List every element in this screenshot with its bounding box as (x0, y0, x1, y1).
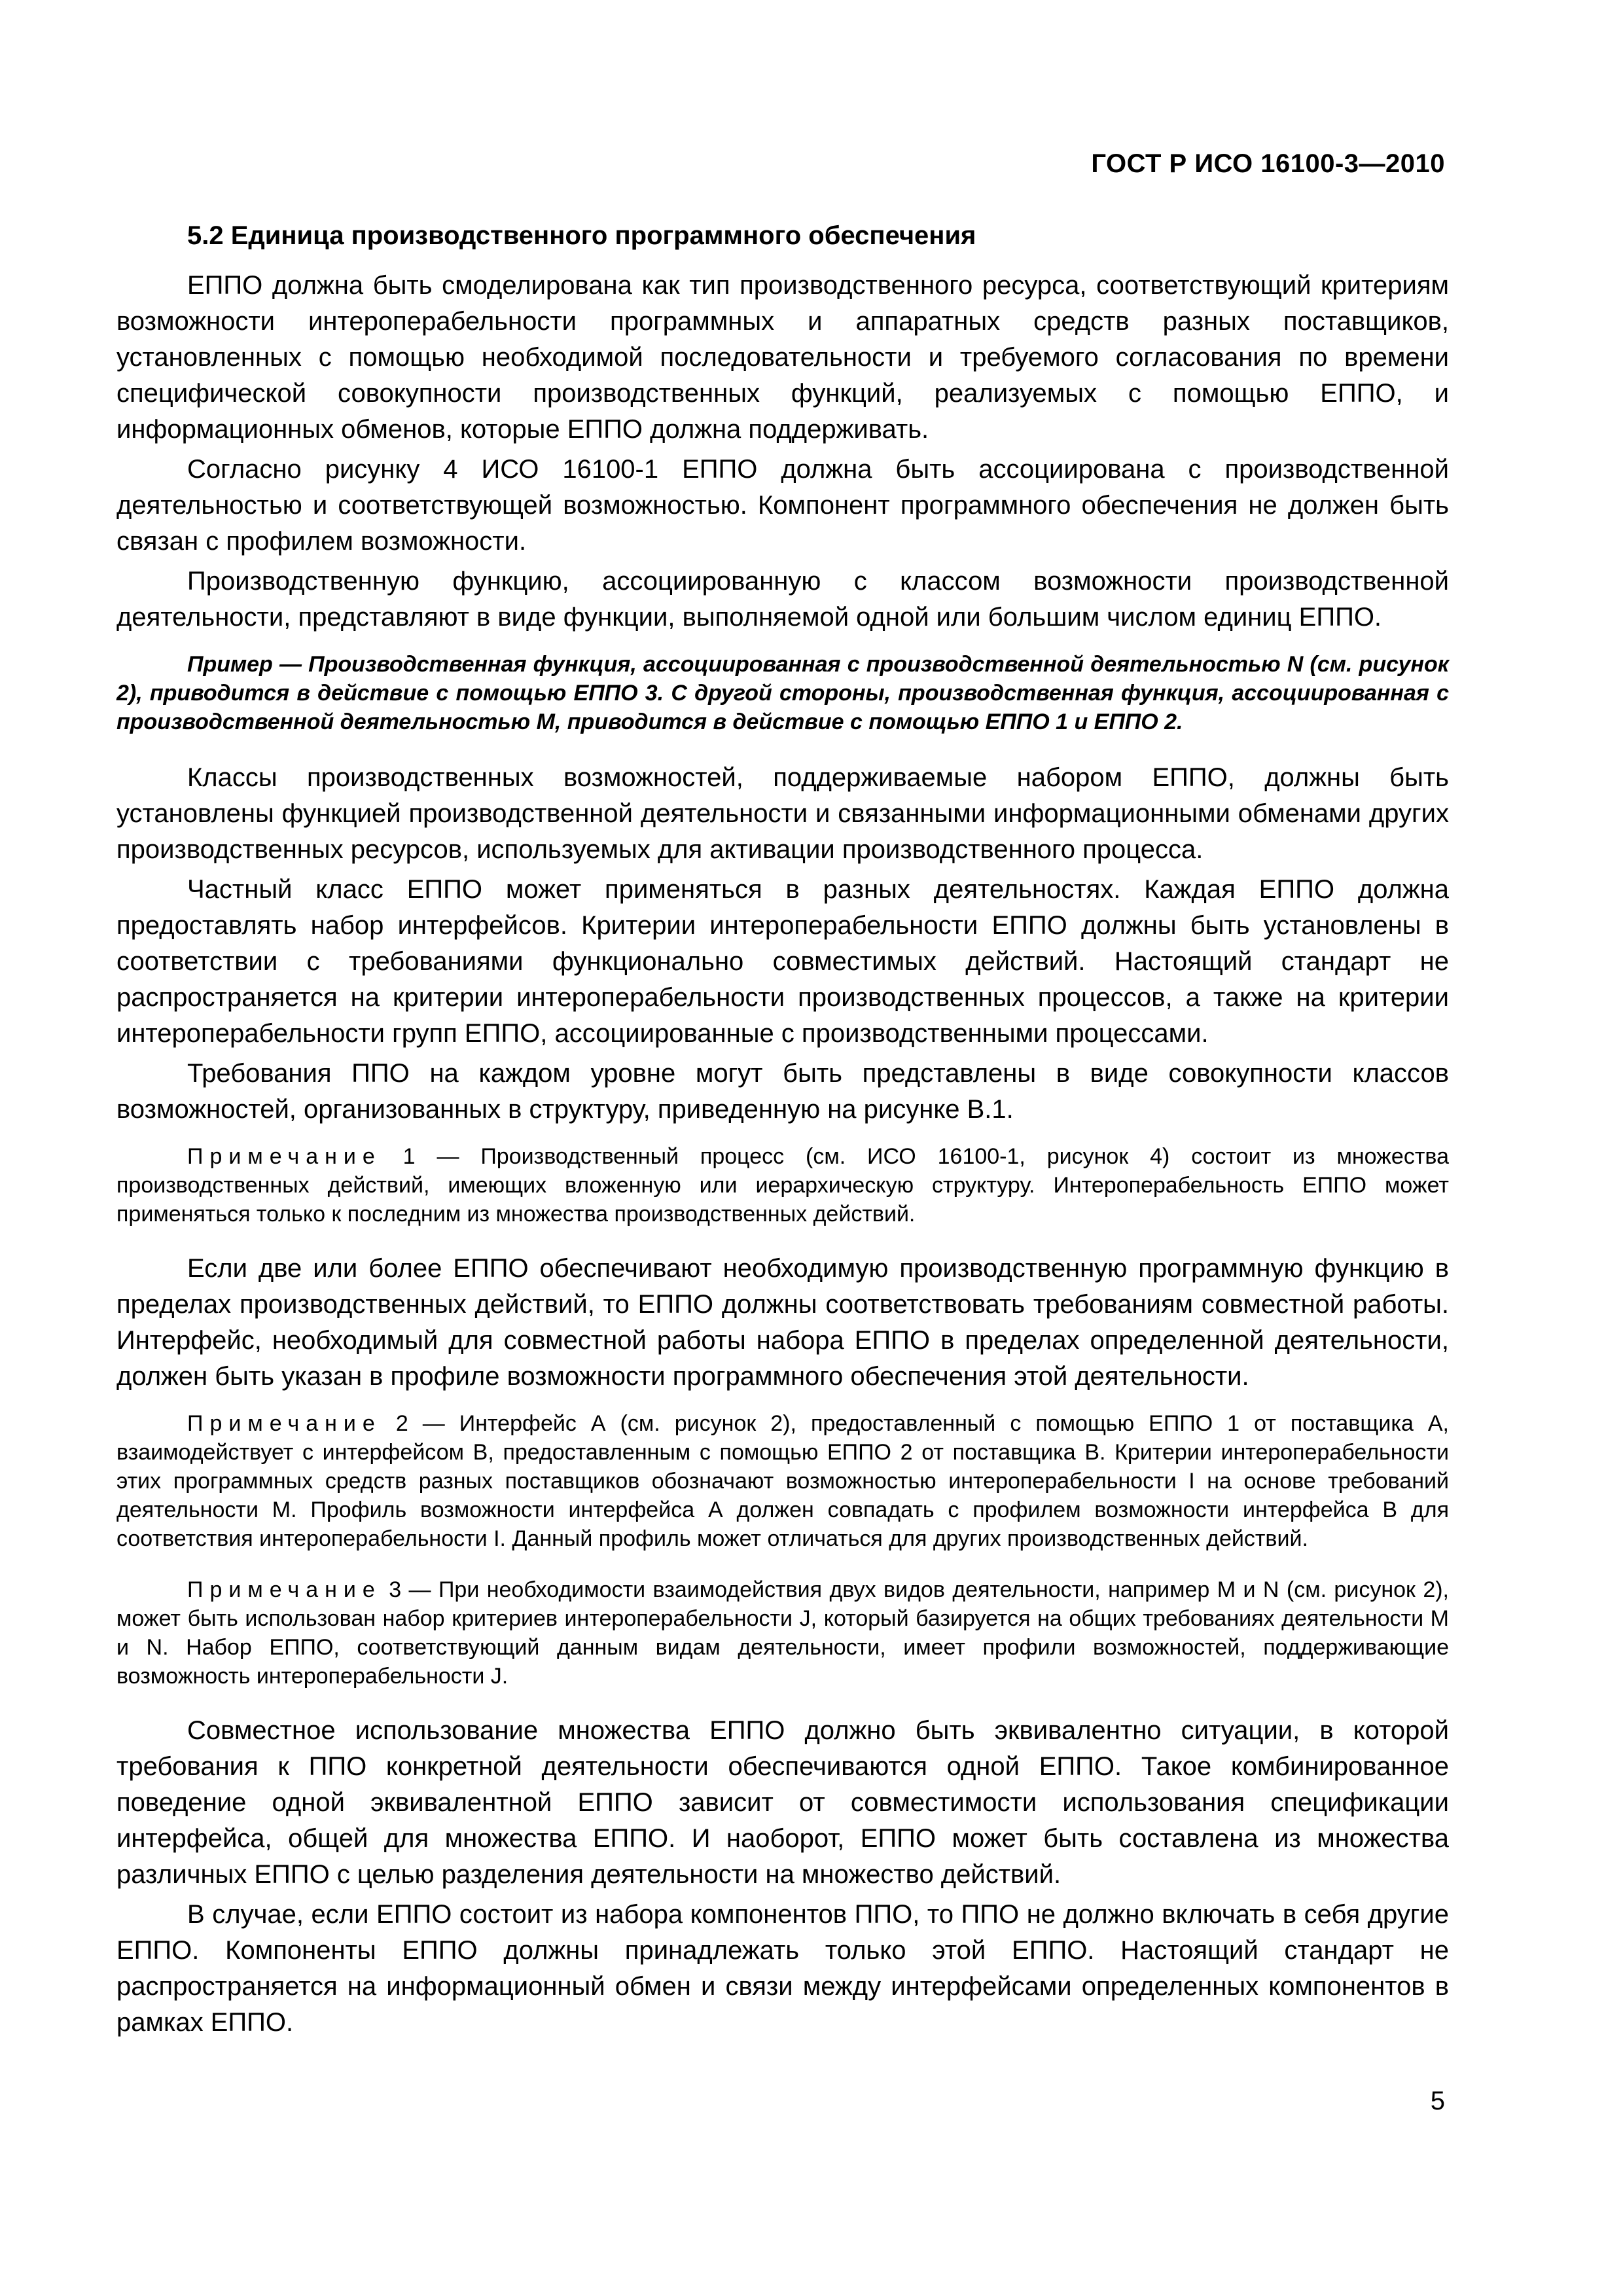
document-header: ГОСТ Р ИСО 16100-3—2010 (1091, 149, 1445, 178)
paragraph: Согласно рисунку 4 ИСО 16100-1 ЕППО должна быть ассоциирована с производственной деятельностью и соответствующей возможностью. Компонент программного обеспечения не должен быть связан с профилем возможности. (116, 455, 1449, 556)
paragraph: В случае, если ЕППО состоит из набора компонентов ППО, то ППО не должно включать в себя другие ЕППО. Компоненты ЕППО должны принадлежать только этой ЕППО. Настоящий стандарт не распространяется на информационный обмен и связи между интерфейсами определенных компонентов в рамках ЕППО. (116, 1900, 1449, 2037)
note-text: 1 — Производственный процесс (см. ИСО 16100-1, рисунок 4) состоит из множества производственных действий, имеющих вложенную или иерархическую структуру. Интероперабельность ЕППО может применяться только к последним из множества производственных действий. (116, 1144, 1449, 1227)
note-3 (116, 1575, 1449, 1691)
note-label: Примечание (187, 1411, 382, 1436)
note-text: 3 — При необходимости взаимодействия двух видов деятельности, например М и N (см. рисунок 2), может быть использован набор критериев интероперабельности J, который базируется на общих требованиях деятельности М и N. Набор ЕППО, соответствующий данным видам деятельности, имеет профили возможностей, поддерживающие возможность интероперабельности J. (116, 1577, 1449, 1689)
paragraph: Производственную функцию, ассоциированную с классом возможности производственной деятельности, представляют в виде функции, выполняемой одной или большим числом единиц ЕППО. (116, 567, 1449, 632)
note-label: Примечание (187, 1577, 382, 1602)
note-label: Примечание (187, 1144, 382, 1169)
paragraph: Частный класс ЕППО может применяться в разных деятельностях. Каждая ЕППО должна предоставлять набор интерфейсов. Критерии интероперабельности ЕППО должны быть установлены в соответствии с требованиями функционально совместимых действий. Настоящий стандарт не распространяется на критерии интероперабельности производственных процессов, а также на критерии интероперабельности групп ЕППО, ассоциированные с производственными процессами. (116, 875, 1449, 1048)
note-1 (116, 1142, 1449, 1229)
section-title: 5.2 Единица производственного программного обеспечения (187, 221, 976, 250)
note-text: 2 — Интерфейс А (см. рисунок 2), предоставленный с помощью ЕППО 1 от поставщика А, взаимодействует с интерфейсом В, предоставленным с помощью ЕППО 2 от поставщика В. Критерии интероперабельности этих программных средств разных поставщиков обозначают возможностью интероперабельности I на основе требований деятельности М. Профиль возможности интерфейса А должен совпадать с профилем возможности интерфейса В для соответствия интероперабельности I. Данный профиль может отличаться для других производственных действий. (116, 1411, 1449, 1551)
paragraph: Совместное использование множества ЕППО должно быть эквивалентно ситуации, в которой требования к ППО конкретной деятельности обеспечиваются одной ЕППО. Такое комбинированное поведение одной эквивалентной ЕППО зависит от совместимости использования спецификации интерфейса, общей для множества ЕППО. И наоборот, ЕППО может быть составлена из множества различных ЕППО с целью разделения деятельности на множество действий. (116, 1716, 1449, 1889)
note-2 (116, 1409, 1449, 1553)
example-block: Пример — Производственная функция, ассоциированная с производственной деятельностью N (см. рисунок 2), приводится в действие с помощью ЕППО 3. С другой стороны, производственная функция, ассоциированная с производственной деятельностью М, приводится в действие с помощью ЕППО 1 и ЕППО 2. (116, 652, 1449, 734)
paragraph: Если две или более ЕППО обеспечивают необходимую производственную программную функцию в пределах производственных действий, то ЕППО должны соответствовать требованиям совместной работы. Интерфейс, необходимый для совместной работы набора ЕППО в пределах определенной деятельности, должен быть указан в профиле возможности программного обеспечения этой деятельности. (116, 1254, 1449, 1391)
paragraph: Требования ППО на каждом уровне могут быть представлены в виде совокупности классов возможностей, организованных в структуру, приведенную на рисунке В.1. (116, 1059, 1449, 1124)
page-content (116, 221, 1449, 2045)
paragraph: ЕППО должна быть смоделирована как тип производственного ресурса, соответствующий критериям возможности интероперабельности программных и аппаратных средств разных поставщиков, установленных с помощью необходимой последовательности и требуемого согласования по времени специфической совокупности производственных функций, реализуемых с помощью ЕППО, и информационных обменов, которые ЕППО должна поддерживать. (116, 271, 1449, 444)
paragraph: Классы производственных возможностей, поддерживаемые набором ЕППО, должны быть установлены функцией производственной деятельности и связанными информационными обменами других производственных ресурсов, используемых для активации производственного процесса. (116, 763, 1449, 864)
page-number: 5 (1430, 2087, 1445, 2115)
